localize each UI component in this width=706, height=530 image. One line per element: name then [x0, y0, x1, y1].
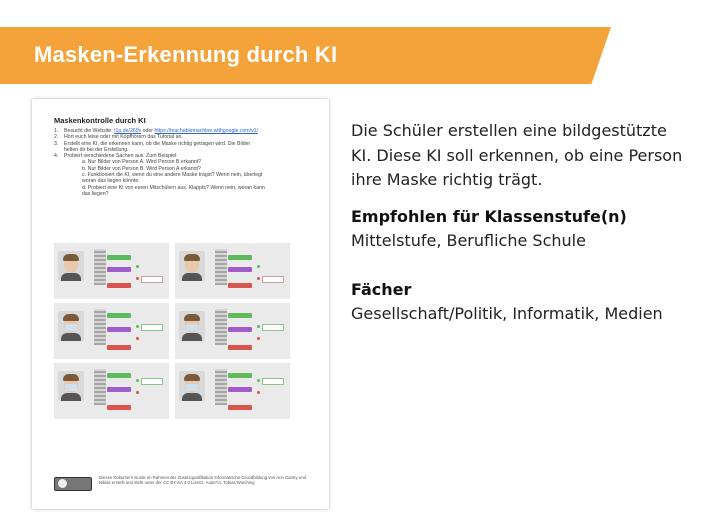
link-teachable-machine[interactable]: https://teachablemachine.withgoogle.com/v1/ — [154, 128, 258, 134]
substep-c: c. Funktioniert die KI, wenn du eine andere Maske trägst? Wenn nein, überlegt — [82, 172, 263, 179]
subjects-label: Fächer — [351, 280, 412, 299]
grades-label: Empfohlen für Klassenstufe(n) — [351, 207, 627, 226]
substep-d: d. Probiert eine KI von euren Mitschülern aus. Klappts? Wenn nein, woran kann — [82, 184, 265, 191]
step-3: 3. Erstellt eine KI, die erkennen kann, ob die Maske richtig getragen wird. Die Bilder — [54, 140, 251, 147]
worksheet-preview[interactable] — [32, 99, 329, 509]
worksheet-steps — [54, 128, 326, 197]
person-photo — [179, 371, 205, 401]
worksheet-title: Maskenkontrolle durch KI — [54, 116, 146, 125]
subjects-value: Gesellschaft/Politik, Informatik, Medien — [351, 304, 663, 323]
step-3-cont: helfen dir bei der Erstellung. — [64, 146, 129, 153]
substep-d-cont: das liegen? — [82, 190, 109, 197]
license-note: Dieses Dokument wurde im Rahmen der Zusatzqualifikation Informatische Grundbildung von Ann Cartey und Niklas erstellt und steht unter der CC BY-SA 4.0 Lizenz. Autor*in: Tobias Wieching — [99, 475, 307, 486]
person-photo — [179, 251, 205, 281]
screenshot-panel — [54, 303, 169, 359]
person-photo — [179, 311, 205, 341]
substep-a: a. Nur Bilder von Person A. Wird Person B erkannt? — [82, 159, 202, 166]
substep-b: b. Nur Bilder von Person B. Wird Person A erkannt? — [82, 165, 201, 172]
grades-value: Mittelstufe, Berufliche Schule — [351, 231, 586, 250]
step-1: 1. Besucht die Website: t1p.de/269v oder https://teachablemachine.withgoogle.com/v1/ — [54, 128, 258, 134]
screenshot-panel — [175, 243, 290, 299]
person-photo — [58, 251, 84, 281]
page-title: Masken-Erkennung durch KI — [34, 42, 338, 67]
person-photo — [58, 371, 84, 401]
link-short[interactable]: t1p.de/269v — [114, 128, 142, 134]
person-photo — [58, 311, 84, 341]
screenshot-panel — [175, 303, 290, 359]
screenshot-panel — [54, 363, 169, 419]
step-2: 2. Hört euch leise oder mit Kopfhörern das Tutorial an. — [54, 134, 183, 141]
activity-description: Die Schüler erstellen eine bildgestützte KI. Diese KI soll erkennen, ob eine Person ihre Maske richtig trägt. — [351, 121, 683, 189]
step-4: 4. Probiert verschiedene Sachen aus. Zum Beispiel: — [54, 153, 178, 160]
screenshot-panel — [175, 363, 290, 419]
screenshot-panel — [54, 243, 169, 299]
substep-c-cont: woran das liegen könnte. — [82, 178, 140, 185]
cc-by-sa-icon — [54, 477, 92, 491]
